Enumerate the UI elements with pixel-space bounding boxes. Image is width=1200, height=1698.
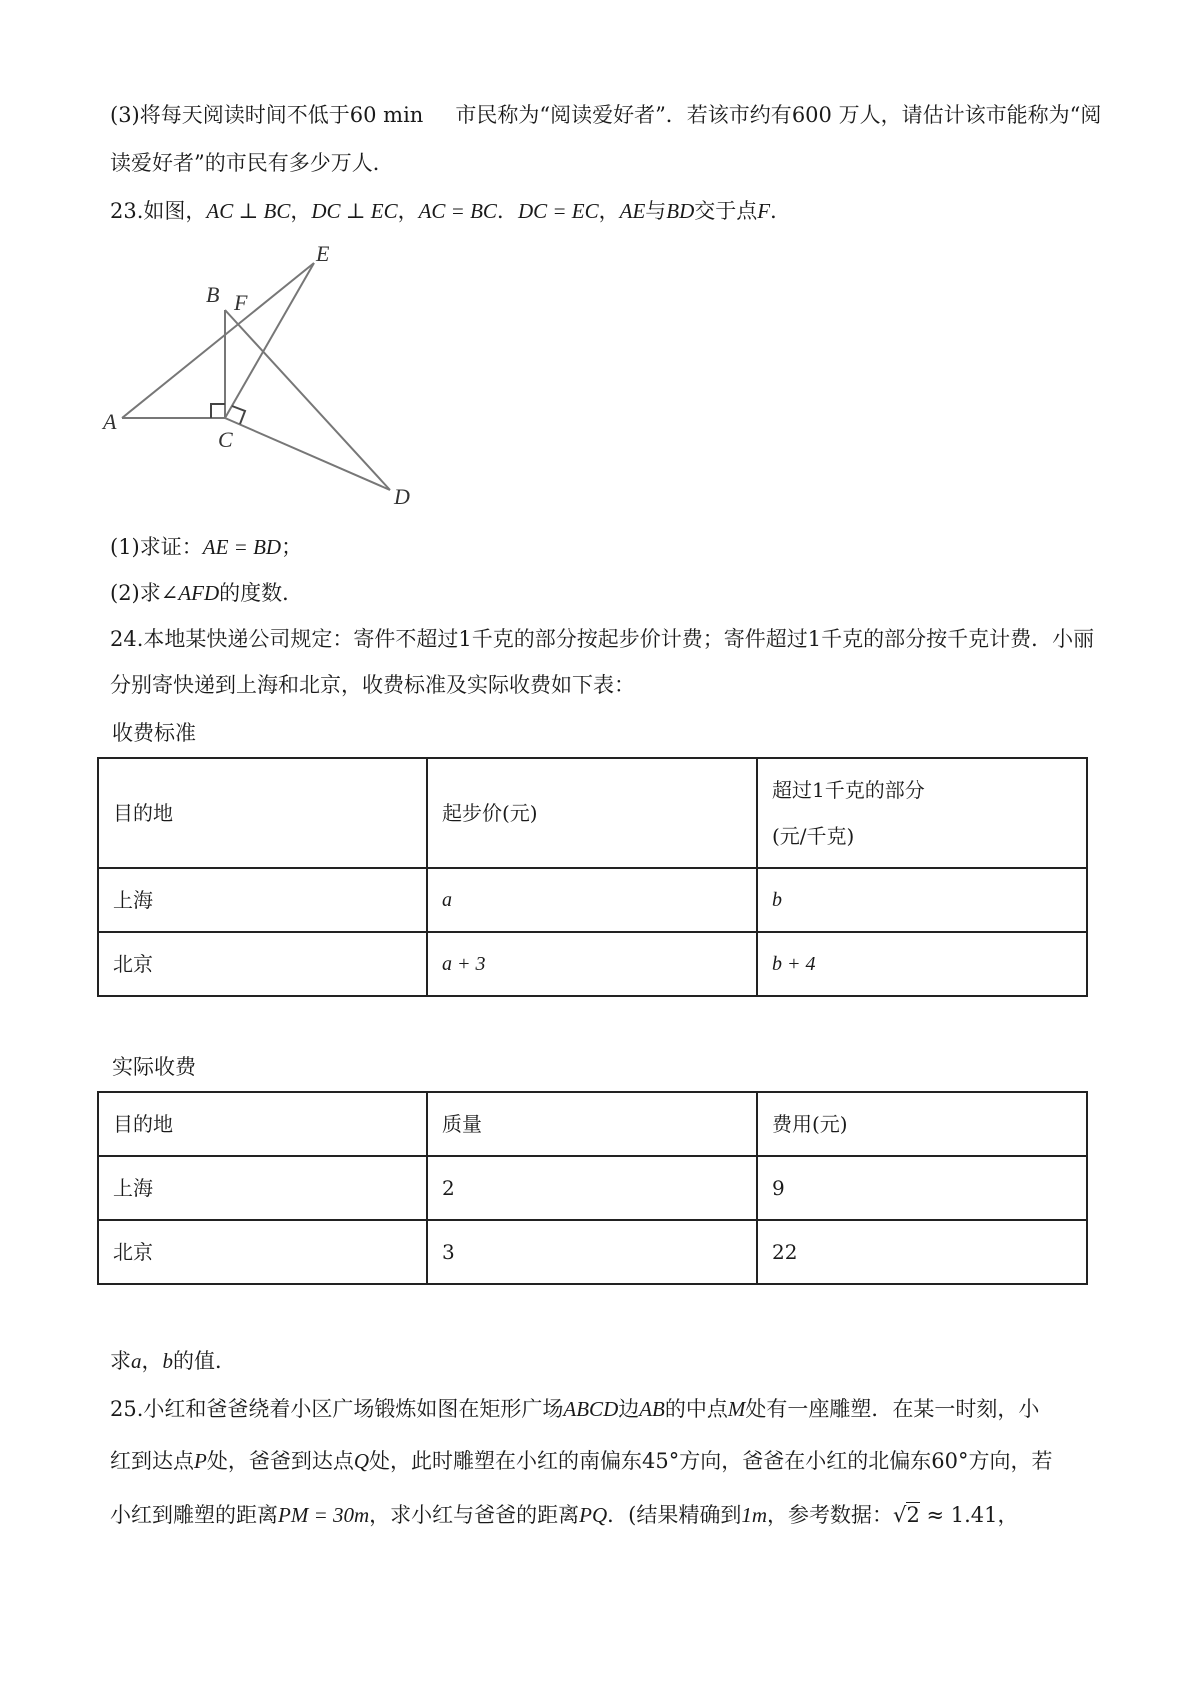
q25-text: 小红到雕塑的距离 (110, 1503, 278, 1527)
q23-cond5-mid: 与 (645, 199, 667, 223)
table2-caption: 实际收费 (112, 1055, 196, 1079)
q25-line2 (110, 1446, 1052, 1476)
table-header-cell: 起步价(元) (427, 758, 757, 868)
right-angle-mark-ACB (211, 404, 225, 418)
q24-ask-prefix: 求 (110, 1349, 131, 1373)
q25-point-M: M (727, 1397, 746, 1421)
q25-point-Q: Q (353, 1449, 369, 1473)
table-cell: 2 (427, 1156, 757, 1220)
q25-rect: ABCD (563, 1397, 619, 1421)
q25-side: AB (639, 1397, 665, 1421)
table-cell: 北京 (98, 1220, 427, 1284)
table-header-row (98, 758, 1087, 868)
table-cell: a + 3 (427, 932, 757, 996)
q22-text-b: 市民称为“阅读爱好者”．若该市约有 (455, 103, 792, 127)
q25-text: ，求小红与爸爸的距离 (369, 1503, 580, 1527)
header-line: 超过1千克的部分 (772, 778, 925, 802)
q23-cond2: DC ⊥ EC (311, 199, 398, 223)
table-header-row (98, 1092, 1087, 1156)
q23-part2-expr: ∠AFD (160, 581, 220, 605)
q23-statement: 23.如图，AC ⊥ BC，DC ⊥ EC，AC = BC．DC = EC，AE与BD交于点F． (110, 199, 792, 223)
q22-text-a: (3)将每天阅读时间不低于 (110, 103, 350, 127)
table-cell: 上海 (98, 1156, 427, 1220)
q23-number: 23.如图， (110, 199, 207, 223)
q25-line1 (110, 1394, 1039, 1424)
segment-BD (225, 310, 390, 490)
q23-cond5-a: AE (619, 199, 646, 223)
q22-part3-line2: 读爱好者”的市民有多少万人． (110, 151, 394, 175)
q25-angle2: 60° (931, 1449, 969, 1473)
label-D: D (394, 484, 410, 509)
table1-caption: 收费标准 (112, 721, 196, 745)
q25-text: ．(结果精确到 (607, 1503, 742, 1527)
label-E: E (316, 241, 330, 266)
q23-cond4: DC = EC (517, 199, 599, 223)
table-cell: b + 4 (757, 932, 1087, 996)
table-row (98, 868, 1087, 932)
q24-ask-suffix: 的值． (173, 1349, 236, 1373)
q24-ask-sep: ， (141, 1349, 163, 1373)
q23-part1-suffix: ； (281, 535, 303, 559)
q25-approx: ≈ 1.41 (926, 1503, 998, 1527)
q23-part1 (110, 532, 302, 562)
segment-CE (225, 263, 314, 418)
q25-point-P: P (194, 1449, 207, 1473)
q25-text: 的中点 (664, 1397, 728, 1421)
table-cell: 3 (427, 1220, 757, 1284)
q23-part2-suffix: 的度数． (219, 581, 304, 605)
q22-part3-line1 (110, 100, 1101, 130)
q23-part1-prefix: (1)求证： (110, 535, 203, 559)
label-C: C (218, 427, 233, 452)
q24-line2: 分别寄快递到上海和北京，收费标准及实际收费如下表： (110, 673, 635, 697)
table-cell: a (427, 868, 757, 932)
table-header-cell (757, 758, 1087, 868)
table-header-cell: 费用(元) (757, 1092, 1087, 1156)
q23-cond5-tail: 交于点 (694, 199, 758, 223)
q22-text-c: 万人，请估计该市能称为“阅 (838, 103, 1102, 127)
q23-cond5-b: BD (666, 199, 695, 223)
q23-cond5-point: F (757, 199, 771, 223)
segment-CD (225, 418, 390, 490)
table-row (98, 1156, 1087, 1220)
geometry-figure (100, 240, 420, 510)
q24-line1: 24.本地某快递公司规定：寄件不超过1千克的部分按起步价计费；寄件超过1千克的部分按千克计费．小丽 (110, 627, 1095, 651)
q22-population: 600 (791, 103, 832, 127)
table-header-cell: 质量 (427, 1092, 757, 1156)
table-cell: 北京 (98, 932, 427, 996)
q25-distance-expr: PM = 30m (278, 1503, 370, 1527)
table-header-cell: 目的地 (98, 1092, 427, 1156)
q25-text: 处，此时雕塑在小红的南偏东 (369, 1449, 642, 1473)
table-row (98, 932, 1087, 996)
q25-text: ，参考数据： (767, 1503, 894, 1527)
q25-unit: 1m (741, 1503, 768, 1527)
table-cell: 上海 (98, 868, 427, 932)
q25-text: 红到达点 (110, 1449, 194, 1473)
label-A: A (103, 409, 117, 434)
q25-pq: PQ (579, 1503, 608, 1527)
q25-text: 处有一座雕塑．在某一时刻，小 (745, 1397, 1040, 1421)
label-B: B (206, 282, 220, 307)
q23-part1-expr: AE = BD (202, 535, 282, 559)
table-cell: b (757, 868, 1087, 932)
q23-part2-prefix: (2)求 (110, 581, 161, 605)
q22-value: 60 (349, 103, 377, 127)
header-line: (元/千克) (772, 824, 855, 848)
q25-text: 边 (618, 1397, 640, 1421)
table-cell: 9 (757, 1156, 1087, 1220)
q25-text: 处，爸爸到达点 (206, 1449, 354, 1473)
actual-fee-table (97, 1091, 1088, 1285)
table-row (98, 1220, 1087, 1284)
q25-angle1: 45° (642, 1449, 680, 1473)
table-cell: 22 (757, 1220, 1087, 1284)
q22-unit: min (383, 103, 424, 127)
q25-line3 (110, 1500, 1019, 1530)
q24-ask-b: b (162, 1349, 173, 1373)
q23-part2 (110, 578, 303, 608)
q25-text: 25.小红和爸爸绕着小区广场锻炼如图在矩形广场 (110, 1397, 564, 1421)
q25-text: 方向，爸爸在小红的北偏东 (679, 1449, 932, 1473)
q25-text: ， (997, 1503, 1019, 1527)
q24-ask (110, 1346, 236, 1376)
q25-text: 方向，若 (968, 1449, 1053, 1473)
table-header-cell: 目的地 (98, 758, 427, 868)
sqrt-sign: √ (893, 1503, 907, 1527)
q24-ask-a: a (131, 1349, 142, 1373)
q25-sqrt-radicand: 2 (906, 1503, 920, 1527)
fee-standard-table (97, 757, 1088, 997)
q23-cond1: AC ⊥ BC (206, 199, 291, 223)
q23-cond3: AC = BC (418, 199, 497, 223)
label-F: F (234, 290, 248, 315)
